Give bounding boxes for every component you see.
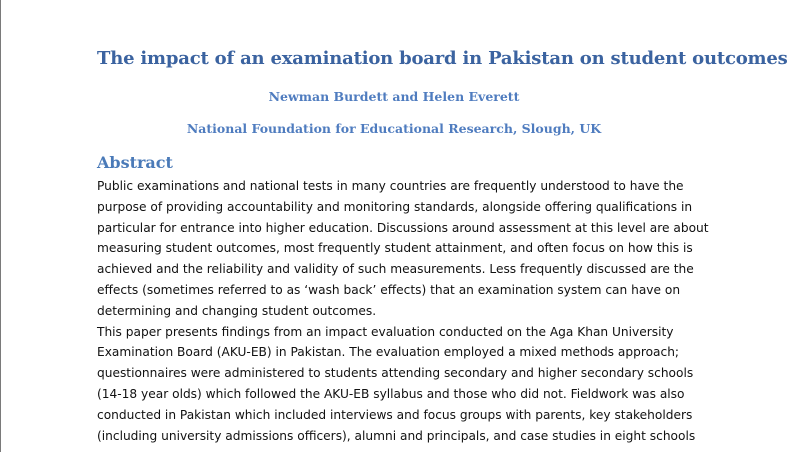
- abstract-line: particular for entrance into higher education. Discussions around assessment at this level are about: [97, 220, 709, 235]
- abstract-line: effects (sometimes referred to as ‘wash back’ effects) that an examination system can have on: [97, 282, 681, 297]
- page-left-border: [0, 0, 1, 452]
- abstract-line: Examination Board (AKU-EB) in Pakistan. The evaluation employed a mixed methods approach;: [97, 345, 680, 360]
- abstract-line: (including university admissions officers), alumni and principals, and case studies in eight schools: [97, 428, 696, 443]
- abstract-line: Public examinations and national tests in many countries are frequently understood to have the: [97, 179, 684, 193]
- abstract-heading: Abstract: [97, 153, 173, 172]
- abstract-body: [97, 176, 709, 446]
- paper-title: The impact of an examination board in Pakistan on student outcomes: [97, 48, 788, 69]
- paper-affiliation: National Foundation for Educational Research, Slough, UK: [186, 121, 602, 136]
- abstract-line: questionnaires were administered to students attending secondary and higher secondary schools: [97, 366, 694, 381]
- abstract-line: This paper presents findings from an impact evaluation conducted on the Aga Khan University: [97, 324, 674, 339]
- abstract-line: achieved and the reliability and validity of such measurements. Less frequently discussed are the: [97, 262, 694, 277]
- abstract-line: purpose of providing accountability and monitoring standards, alongside offering qualifications in: [97, 199, 693, 214]
- paper-authors: Newman Burdett and Helen Everett: [268, 89, 520, 104]
- abstract-line: measuring student outcomes, most frequently student attainment, and often focus on how this is: [97, 241, 693, 256]
- abstract-line: determining and changing student outcomes.: [97, 303, 377, 318]
- abstract-line: (14-18 year olds) which followed the AKU-EB syllabus and those who did not. Fieldwork was also: [97, 386, 685, 401]
- abstract-line: conducted in Pakistan which included interviews and focus groups with parents, key stakeholders: [97, 407, 693, 422]
